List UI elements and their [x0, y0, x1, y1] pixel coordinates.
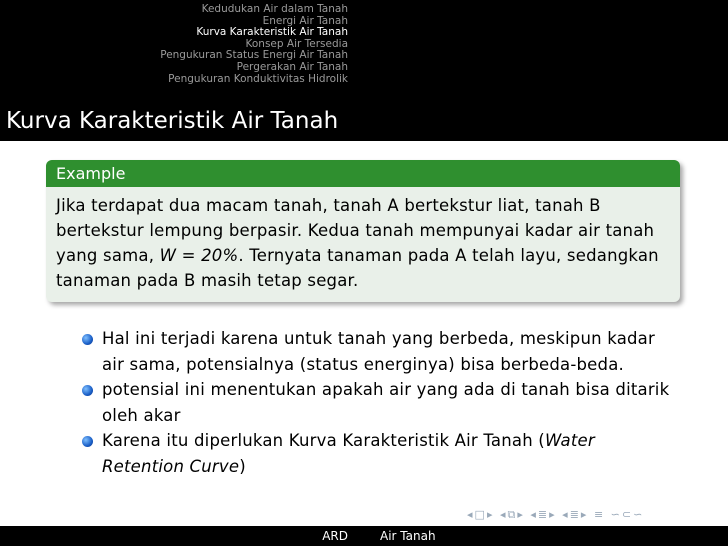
nav-subsection-prev-icon[interactable]: ◂ — [499, 508, 508, 521]
footer-bar — [0, 526, 728, 546]
bullet-ball-icon — [82, 436, 93, 447]
example-text-after: . Ternyata tanaman pada A telah layu, sedangkan tanaman pada B masih tetap segar. — [56, 246, 659, 290]
nav-back-icon[interactable]: ⊂ — [621, 508, 634, 521]
example-block-header: Example — [46, 160, 680, 187]
nav-doc-next-icon[interactable]: ▸ — [580, 508, 589, 521]
nav-subsection-icon[interactable]: ⧉ — [507, 508, 518, 521]
header-right-panel — [364, 0, 728, 101]
example-math: W = 20% — [159, 246, 239, 265]
bullet-text-after: ) — [239, 456, 246, 476]
footer-title: Air Tanah — [380, 529, 436, 543]
bullet-item — [82, 428, 682, 479]
slide-title: Kurva Karakteristik Air Tanah — [0, 101, 728, 141]
bullet-ball-icon — [82, 334, 93, 345]
nav-appendix-icon[interactable]: ≡ — [593, 508, 606, 521]
nav-section-prev-icon[interactable]: ◂ — [530, 508, 538, 521]
nav-frame-prev-icon[interactable]: ◂ — [467, 508, 475, 521]
bullet-ball-icon — [82, 385, 93, 396]
nav-item-pengukuran-status[interactable]: Pengukuran Status Energi Air Tanah — [160, 49, 348, 62]
bullet-text-before: Karena itu diperlukan Kurva Karakteristik Air Tanah ( — [102, 431, 545, 450]
nav-frame-next-icon[interactable]: ▸ — [486, 508, 495, 521]
nav-forward-icon[interactable]: ∽ — [633, 508, 645, 521]
nav-item-energi[interactable]: Energi Air Tanah — [262, 14, 348, 27]
nav-item-pergerakan[interactable]: Pergerakan Air Tanah — [236, 60, 348, 73]
section-navigation — [0, 0, 364, 101]
bullet-item — [82, 377, 682, 428]
example-text-before: Jika terdapat dua macam tanah, tanah A bertekstur liat, tanah B bertekstur lempung berpasir. Kedua tanah mempunyai kadar air tanah yang sama, — [56, 196, 655, 265]
bullet-item — [82, 326, 682, 377]
nav-doc-prev-icon[interactable]: ◂ — [562, 508, 570, 521]
bullet-text: potensial ini menentukan apakah air yang ada di tanah bisa ditarik oleh akar — [102, 380, 670, 425]
example-block — [46, 160, 680, 302]
nav-item-pengukuran-konduktivitas[interactable]: Pengukuran Konduktivitas Hidrolik — [168, 72, 348, 85]
nav-doc-icon[interactable]: ≣ — [569, 508, 581, 521]
nav-frame-icon[interactable]: □ — [474, 508, 487, 521]
nav-item-konsep[interactable]: Konsep Air Tersedia — [245, 37, 348, 50]
example-block-body — [46, 187, 680, 293]
nav-subsection-next-icon[interactable]: ▸ — [517, 508, 525, 521]
bullet-text: Hal ini terjadi karena untuk tanah yang berbeda, meskipun kadar air sama, potensialnya (status energinya) bisa berbeda-beda. — [102, 329, 655, 374]
bullet-list — [82, 326, 682, 479]
footer-author: ARD — [322, 529, 348, 543]
bullet-text-italic: Water Retention Curve — [102, 431, 595, 476]
nav-search-icon[interactable]: ∽ — [610, 508, 622, 521]
nav-item-kurva[interactable]: Kurva Karakteristik Air Tanah — [196, 26, 348, 39]
beamer-navigation-symbols[interactable] — [467, 508, 644, 522]
nav-section-icon[interactable]: ≣ — [537, 508, 550, 521]
nav-item-kedudukan[interactable]: Kedudukan Air dalam Tanah — [201, 3, 348, 15]
nav-section-next-icon[interactable]: ▸ — [549, 508, 557, 521]
